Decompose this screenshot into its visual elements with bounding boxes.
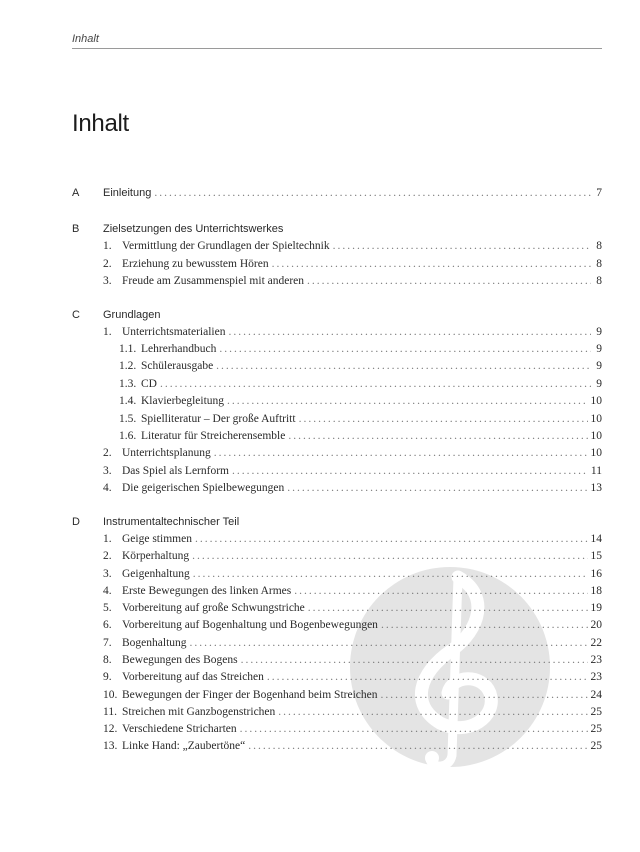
page-number: 9 (596, 343, 602, 355)
section-letter: C (72, 309, 80, 321)
section-letter: B (72, 223, 80, 235)
dot-leader (190, 635, 588, 652)
entry-number: 3. (103, 568, 112, 580)
section-letter: D (72, 516, 80, 528)
toc-entry[interactable] (72, 445, 602, 462)
toc-subentry[interactable] (72, 428, 602, 445)
subentry-number: 1.4. (119, 395, 137, 407)
entry-label: Das Spiel als Lernform (122, 465, 229, 477)
dot-leader (227, 393, 587, 410)
toc-subentry[interactable] (72, 411, 602, 428)
entry-number: 2. (103, 447, 112, 459)
subentry-number: 1.5. (119, 413, 137, 425)
subentry-label: CD (141, 378, 157, 390)
page-number: 16 (590, 568, 602, 580)
toc-entry[interactable] (72, 617, 602, 634)
dot-leader (381, 617, 588, 634)
entry-label: Erste Bewegungen des linken Armes (122, 585, 292, 597)
entry-label: Vorbereitung auf Bogenhaltung und Bogenbewegungen (122, 619, 378, 631)
toc-entry[interactable] (72, 704, 602, 721)
dot-leader (248, 738, 587, 755)
entry-number: 7. (103, 637, 112, 649)
dot-leader (308, 600, 588, 617)
page-number: 19 (590, 602, 602, 614)
toc-entry[interactable] (72, 652, 602, 669)
entry-label: Die geigerischen Spielbewegungen (122, 482, 285, 494)
dot-leader (192, 548, 587, 565)
page-number: 22 (590, 637, 602, 649)
entry-label: Linke Hand: „Zaubertöne“ (122, 740, 246, 752)
dot-leader (272, 256, 591, 273)
dot-leader (193, 566, 588, 583)
entry-number: 3. (103, 275, 112, 287)
dot-leader (216, 358, 591, 375)
page-number: 9 (596, 326, 602, 338)
page-number: 25 (590, 723, 602, 735)
entry-label: Körperhaltung (122, 550, 190, 562)
section-letter: A (72, 187, 80, 199)
toc-entry[interactable] (72, 635, 602, 652)
entry-number: 1. (103, 240, 112, 252)
entry-number: 13. (103, 740, 118, 752)
toc-entry[interactable] (72, 480, 602, 497)
dot-leader (333, 238, 591, 255)
page-number: 8 (596, 240, 602, 252)
toc-entry[interactable] (72, 256, 602, 273)
toc-section-c (72, 307, 602, 324)
dot-leader (307, 273, 591, 290)
entry-number: 12. (103, 723, 118, 735)
toc-entry[interactable] (72, 600, 602, 617)
toc-section-a[interactable] (72, 185, 602, 202)
subentry-label: Klavierbegleitung (141, 395, 225, 407)
entry-number: 1. (103, 533, 112, 545)
dot-leader (240, 721, 588, 738)
entry-number: 11. (103, 706, 117, 718)
dot-leader (160, 376, 591, 393)
entry-label: Freude am Zusammenspiel mit anderen (122, 275, 305, 287)
subentry-number: 1.3. (119, 378, 137, 390)
entry-label: Bewegungen des Bogens (122, 654, 238, 666)
entry-label: Unterrichtsmaterialien (122, 326, 226, 338)
page-number: 10 (590, 395, 602, 407)
page-number: 7 (596, 187, 602, 199)
dot-leader (214, 445, 588, 462)
subentry-label: Schülerausgabe (141, 360, 214, 372)
section-title: Zielsetzungen des Unterrichtswerkes (103, 223, 284, 235)
toc-entry[interactable] (72, 687, 602, 704)
entry-label: Vorbereitung auf das Streichen (122, 671, 264, 683)
section-title: Instrumentaltechnischer Teil (103, 516, 240, 528)
entry-label: Geige stimmen (122, 533, 192, 545)
toc-entry[interactable] (72, 531, 602, 548)
entry-number: 3. (103, 465, 112, 477)
page-number: 8 (596, 275, 602, 287)
page-number: 20 (590, 619, 602, 631)
toc-entry[interactable] (72, 324, 602, 341)
entry-label: Geigenhaltung (122, 568, 190, 580)
section-title: Grundlagen (103, 309, 161, 321)
entry-label: Verschiedene Stricharten (122, 723, 237, 735)
running-head: Inhalt (72, 33, 99, 45)
dot-leader (195, 531, 588, 548)
dot-leader (219, 341, 591, 358)
dot-leader (288, 428, 587, 445)
dot-leader (267, 669, 588, 686)
entry-label: Bogenhaltung (122, 637, 187, 649)
dot-leader (287, 480, 587, 497)
dot-leader (380, 687, 587, 704)
toc-entry[interactable] (72, 238, 602, 255)
toc-entry[interactable] (72, 583, 602, 600)
entry-label: Streichen mit Ganzbogenstrichen (122, 706, 276, 718)
page-number: 9 (596, 360, 602, 372)
toc-entry[interactable] (72, 721, 602, 738)
page-number: 13 (590, 482, 602, 494)
entry-number: 8. (103, 654, 112, 666)
page-number: 10 (590, 413, 602, 425)
entry-number: 1. (103, 326, 112, 338)
entry-number: 2. (103, 550, 112, 562)
toc-entry[interactable] (72, 738, 602, 755)
page-title: Inhalt (72, 110, 129, 137)
page-number: 10 (590, 447, 602, 459)
page-number: 23 (590, 671, 602, 683)
dot-leader (299, 411, 588, 428)
entry-label: Vorbereitung auf große Schwungstriche (122, 602, 305, 614)
page-number: 25 (590, 740, 602, 752)
toc-subentry[interactable] (72, 358, 602, 375)
toc-subentry[interactable] (72, 341, 602, 358)
subentry-label: Spielliteratur – Der große Auftritt (141, 413, 296, 425)
page-number: 9 (596, 378, 602, 390)
page-number: 25 (590, 706, 602, 718)
toc-entry[interactable] (72, 463, 602, 480)
entry-number: 9. (103, 671, 112, 683)
entry-label: Vermittlung der Grundlagen der Spieltechnik (122, 240, 330, 252)
toc-entry[interactable] (72, 548, 602, 565)
toc-section-b (72, 221, 602, 238)
toc-section-d (72, 514, 602, 531)
header-rule (72, 48, 602, 49)
toc-entry[interactable] (72, 566, 602, 583)
subentry-number: 1.1. (119, 343, 137, 355)
dot-leader (241, 652, 588, 669)
subentry-number: 1.2. (119, 360, 137, 372)
entry-number: 4. (103, 585, 112, 597)
toc-subentry[interactable] (72, 393, 602, 410)
toc-entry[interactable] (72, 273, 602, 290)
subentry-label: Lehrerhandbuch (141, 343, 217, 355)
entry-number: 10. (103, 689, 118, 701)
dot-leader (232, 463, 588, 480)
subentry-number: 1.6. (119, 430, 137, 442)
entry-number: 4. (103, 482, 112, 494)
section-title: Einleitung (103, 187, 152, 199)
dot-leader (294, 583, 587, 600)
entry-label: Erziehung zu bewusstem Hören (122, 258, 269, 270)
subentry-label: Literatur für Streicherensemble (141, 430, 286, 442)
entry-label: Unterrichtsplanung (122, 447, 211, 459)
dot-leader (278, 704, 587, 721)
page-number: 10 (590, 430, 602, 442)
entry-label: Bewegungen der Finger der Bogenhand beim Streichen (122, 689, 378, 701)
entry-number: 6. (103, 619, 112, 631)
page-number: 15 (590, 550, 602, 562)
page-number: 14 (590, 533, 602, 545)
toc-entry[interactable] (72, 669, 602, 686)
page-number: 18 (590, 585, 602, 597)
page-number: 11 (590, 465, 602, 477)
entry-number: 2. (103, 258, 112, 270)
page-number: 8 (596, 258, 602, 270)
dot-leader (228, 324, 591, 341)
page-number: 24 (590, 689, 602, 701)
entry-number: 5. (103, 602, 112, 614)
dot-leader (154, 185, 591, 202)
page-number: 23 (590, 654, 602, 666)
toc-subentry[interactable] (72, 376, 602, 393)
